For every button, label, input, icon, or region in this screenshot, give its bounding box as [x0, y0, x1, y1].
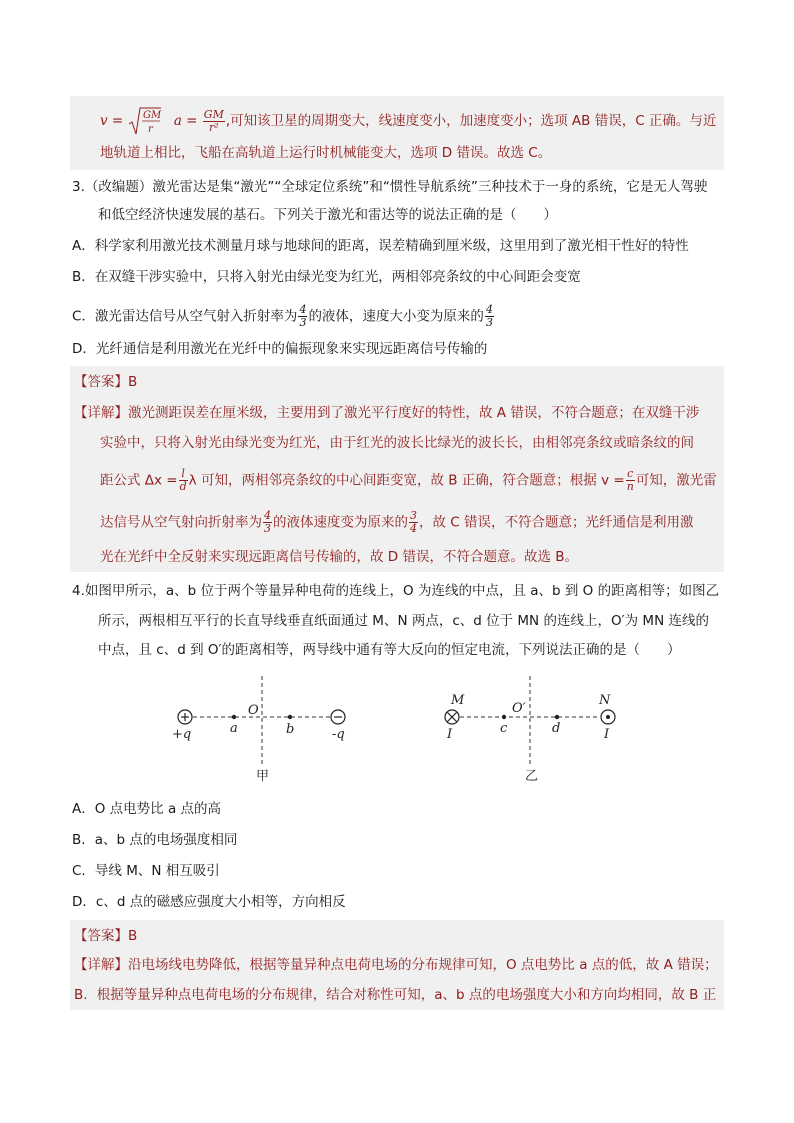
q3-option-d: D．光纤通信是利用激光在光纤中的偏振现象来实现远距离信号传输的 — [72, 341, 488, 357]
q4-option-c: C．导线 M、N 相互吸引 — [72, 863, 220, 879]
q3-detail-line-3: 距公式 Δx = $\frac{l}{d}$ λ 可知，两相邻亮条纹的中心间距变宽，故 B 正确，符合题意；根据 v = $\frac{c}{n}$ 可知，激光雷 — [100, 467, 717, 493]
q4-detail-line-2: B．根据等量异种点电荷电场的分布规律，结合对称性可知，a、b 点的电场强度大小和方向均相同，故 B 正 — [74, 987, 717, 1003]
q3-option-c: C．激光雷达信号从空气射入折射率为 $\frac{4}{3}$ 的液体，速度大小变为原来的 $\frac{4}{3}$ — [72, 303, 493, 329]
label-b: b — [286, 722, 295, 737]
q4-option-d: D．c、d 点的磁感应强度大小相等，方向相反 — [72, 894, 346, 910]
sqrt-numerator: GM — [142, 110, 161, 121]
label-n: N — [599, 693, 611, 708]
point-b — [288, 715, 292, 719]
label-plus-q: +q — [172, 727, 192, 742]
q4-stem-line-3: 中点，且 c、d 到 O′的距离相等，两导线中通有等大反向的恒定电流，下列说法正确的是（ ） — [98, 642, 681, 658]
figure-yi — [445, 676, 615, 784]
q3-answer: 【答案】B — [74, 374, 138, 390]
q3-detail-line-1: 【详解】激光测距误差在厘米级，主要用到了激光平行度好的特性，故 A 错误，不符合题意；在双缝干涉 — [74, 405, 700, 421]
q4-answer-box — [70, 920, 724, 952]
label-a: a — [230, 721, 238, 736]
q4-stem-line-1: 4.如图甲所示，a、b 位于两个等量异种电荷的连线上，O 为连线的中点，且 a、b 到 O 的距离相等；如图乙 — [72, 583, 720, 599]
q4-figure-svg — [160, 676, 640, 786]
label-c: c — [500, 721, 508, 736]
q4-option-a: A．O 点电势比 a 点的高 — [72, 801, 222, 817]
label-m: M — [451, 693, 465, 708]
previous-answer-block — [70, 96, 724, 170]
fraction-l-d: $\frac{l}{d}$ — [179, 467, 187, 493]
sqrt-denominator: r — [147, 124, 153, 135]
point-d — [555, 715, 559, 719]
label-o: O — [248, 703, 259, 718]
q3-option-b: B．在双缝干涉实验中，只将入射光由绿光变为红光，两相邻亮条纹的中心间距会变宽 — [72, 269, 581, 285]
fraction-c-n: $\frac{c}{n}$ — [626, 467, 634, 493]
label-minus-q: -q — [332, 727, 345, 742]
point-c — [502, 715, 506, 719]
q3-detail-line-5: 光在光纤中全反射来实现远距离信号传输的，故 D 错误，不符合题意。故选 B。 — [100, 549, 579, 565]
q3-option-a: A．科学家利用激光技术测量月球与地球间的距离，误差精确到厘米级，这里用到了激光相干性好的特性 — [72, 238, 689, 254]
caption-jia: 甲 — [256, 769, 270, 784]
label-i-left: I — [447, 727, 453, 742]
label-i-right: I — [604, 727, 610, 742]
q4-figures — [160, 676, 640, 786]
sqrt-expression — [128, 106, 162, 136]
label-o-prime: O′ — [512, 701, 526, 716]
q3-detail-line-4: 达信号从空气射向折射率为 $\frac{4}{3}$ 的液体速度变为原来的 $\frac{3}{4}$ ，故 C 错误，不符合题意；光纤通信是利用激 — [100, 509, 694, 535]
previous-answer-line-2: 地轨道上相比，飞船在高轨道上运行时机械能变大，选项 D 错误。故选 C。 — [100, 145, 552, 161]
q3-stem-line-2: 和低空经济快速发展的基石。下列关于激光和雷达等的说法正确的是（ ） — [98, 207, 557, 223]
q3-answer-box — [70, 366, 724, 398]
fraction-gm-r2: $\frac{GM}{\text{r²}}$ — [203, 107, 224, 134]
fraction-3-4: $\frac{3}{4}$ — [410, 509, 417, 535]
q4-answer: 【答案】B — [74, 928, 138, 944]
figure-jia — [172, 676, 345, 784]
previous-answer-line-1: v = GM r a = $\frac{GM}{\text{r²}}$ ,可知该卫星的周期变大，线速度变小，加速度变小；选项 AB 错误，C 正确。与近 — [100, 107, 717, 135]
q4-stem-line-2: 所示，两根相互平行的长直导线垂直纸面通过 M、N 两点，c、d 位于 MN 的连线上，O′为 MN 连线的 — [98, 613, 709, 629]
q4-detail-line-1: 【详解】沿电场线电势降低，根据等量异种点电荷电场的分布规律可知，O 点电势比 a 点的低，故 A 错误； — [74, 957, 718, 973]
fraction-4-3-second: $\frac{4}{3}$ — [485, 303, 493, 329]
fraction-4-3: $\frac{4}{3}$ — [299, 303, 307, 329]
q3-detail-line-2: 实验中，只将入射光由绿光变为红光，由于红光的波长比绿光的波长长，由相邻亮条纹或暗条纹的间 — [100, 435, 694, 451]
q4-option-b: B．a、b 点的电场强度相同 — [72, 832, 238, 848]
q4-detail-box — [70, 952, 724, 1010]
caption-yi: 乙 — [525, 769, 539, 784]
fraction-4-3-detail: $\frac{4}{3}$ — [264, 509, 271, 535]
q3-stem-line-1: 3.（改编题）激光雷达是集“激光”“全球定位系统”和“惯性导航系统”三种技术于一身的系统，它是无人驾驶 — [72, 179, 708, 195]
label-d: d — [552, 721, 561, 736]
q3-detail-box — [70, 398, 724, 572]
point-a — [232, 715, 236, 719]
